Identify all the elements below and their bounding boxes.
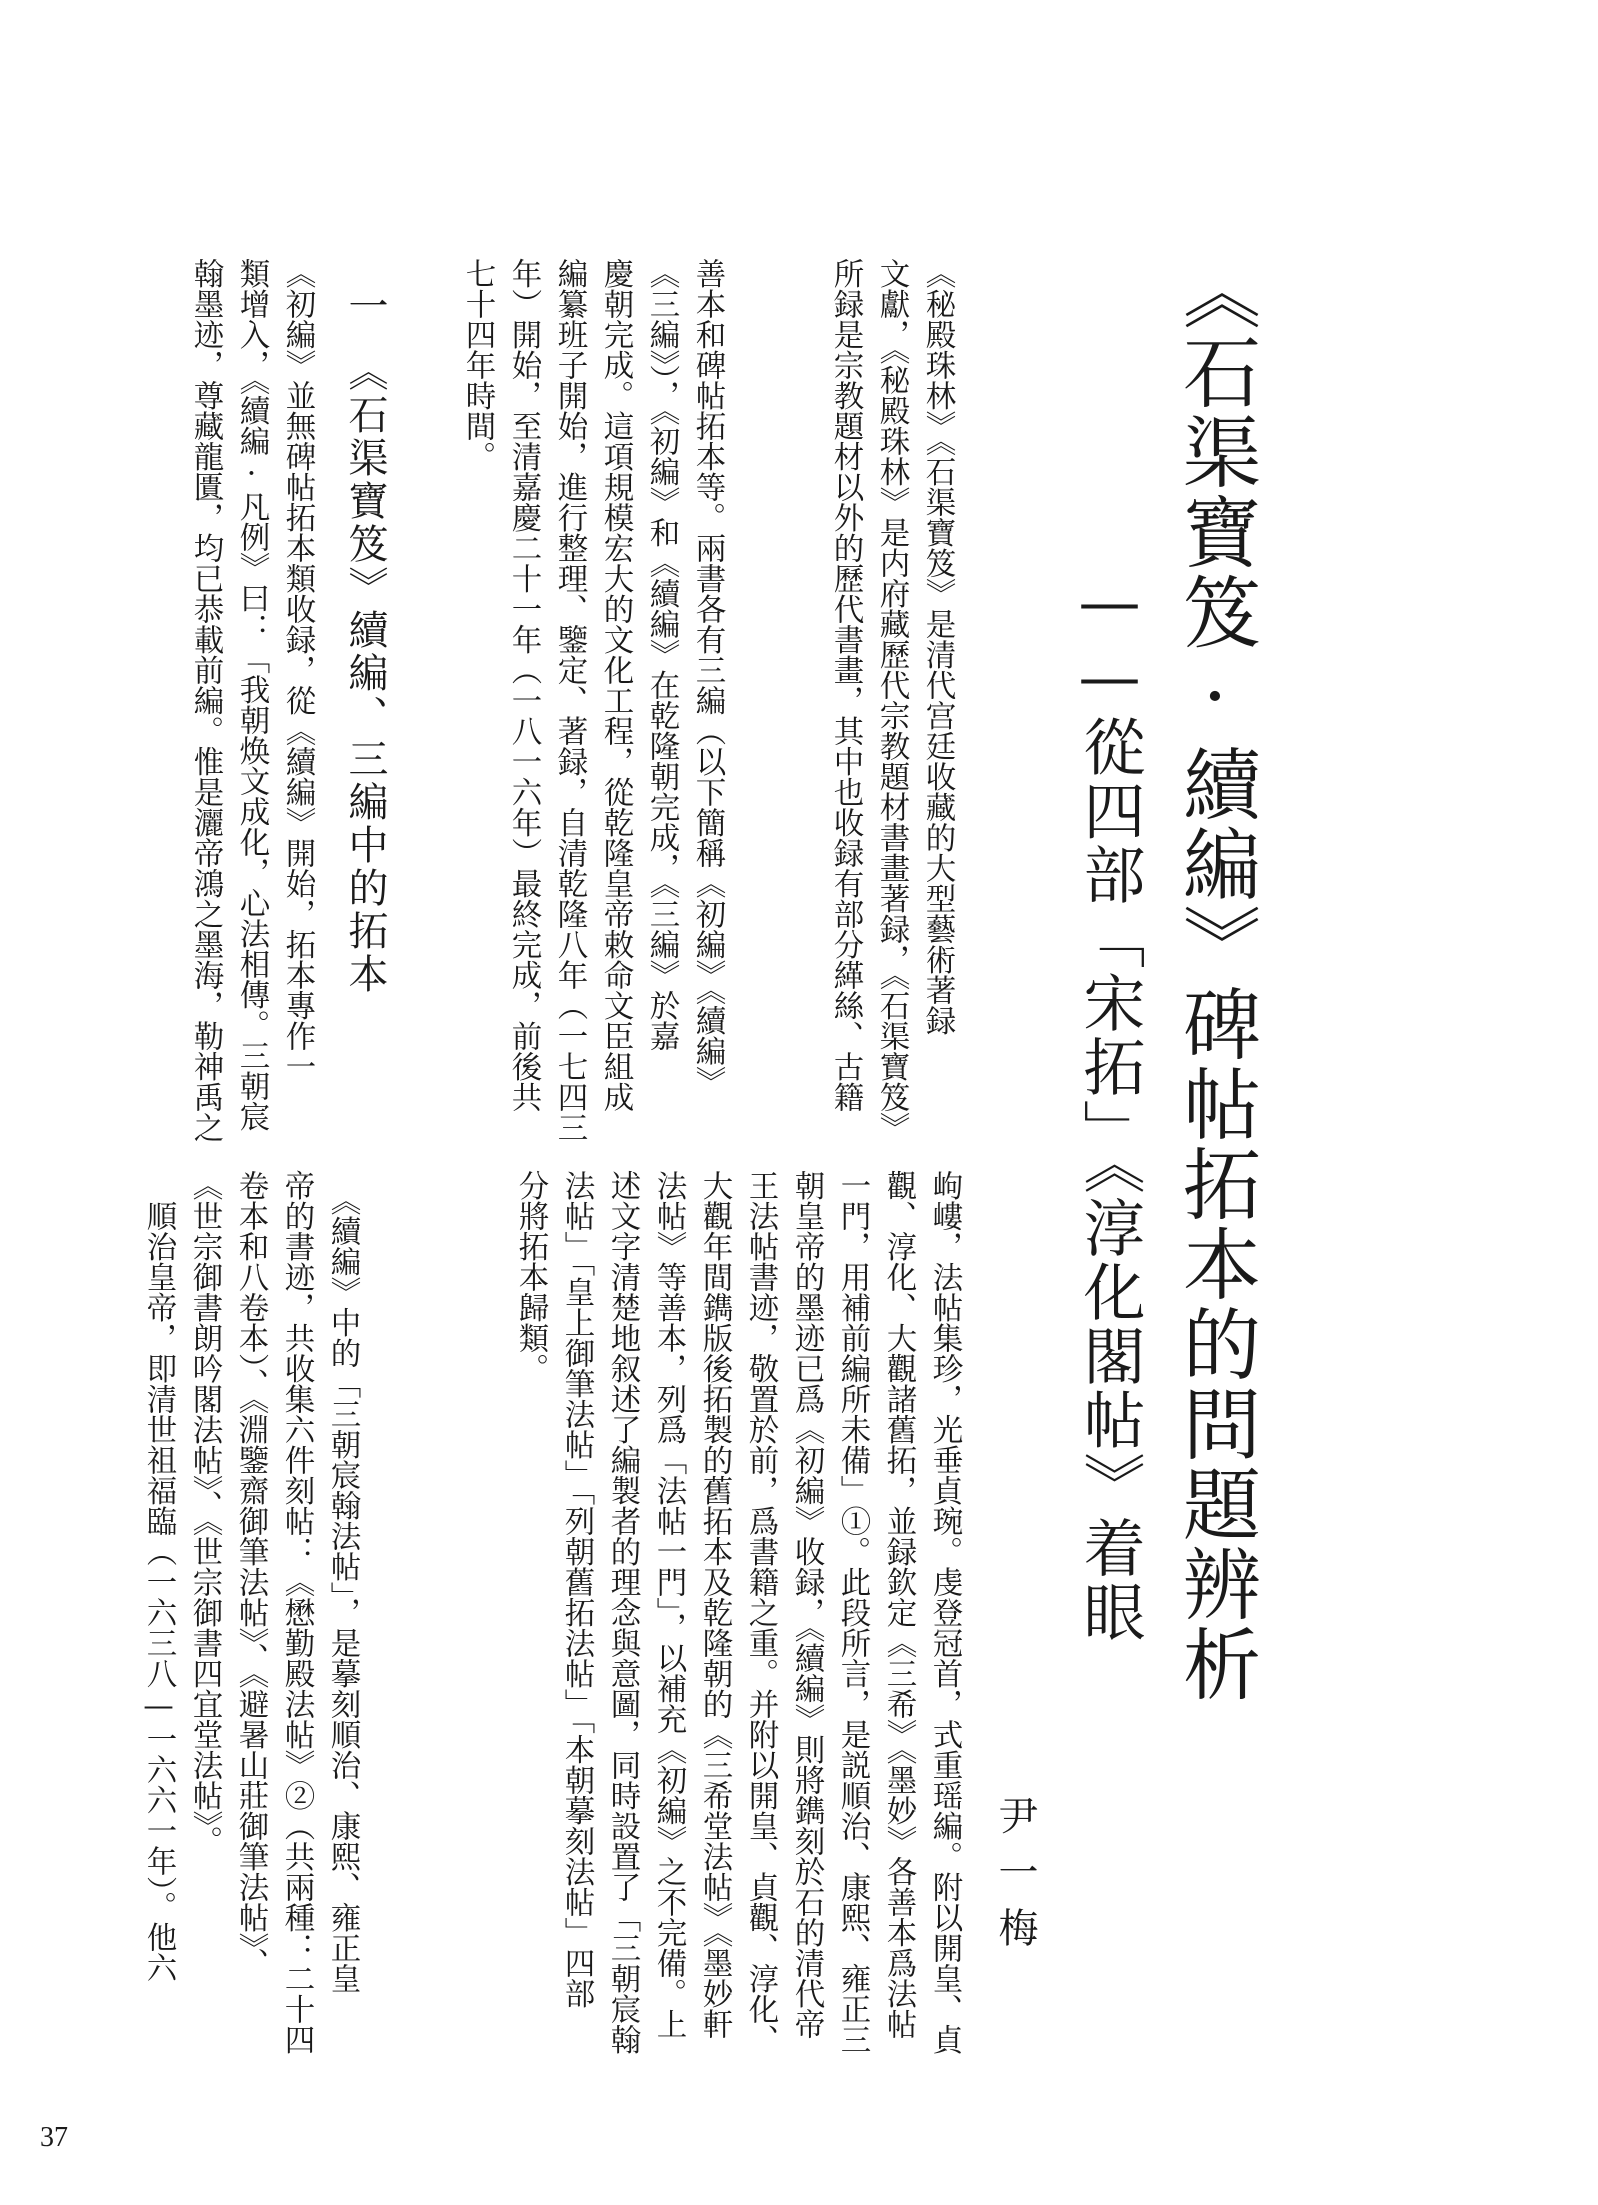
body-text-bottom-1: 岣嶁，法帖集珍，光垂貞琬。虔登冠首，式重瑶編。附以開皇、貞 觀、淳化、大觀諸舊拓，並録欽定《三希》《墨妙》各善本爲法帖 一門，用補前編所未備」①。此段所言，是説順治、康熙、雍正三 朝皇帝的墨迹已爲《初編》收録，《續編》則將鐫刻於石的清代帝 王法帖書迹，敬置於前，爲書籍之重。并附以開皇、貞觀、淳化、 大觀年間鐫版後拓製的舊拓本及乾隆朝的《三希堂法帖》《墨妙軒 法帖》等善本，列爲「法帖一門」，以補充《初編》之不完備。上 述文字清楚地叙述了編製者的理念與意圖，同時設置了「三朝宸翰 法帖」「皇上御筆法帖」「列朝舊拓法帖」「本朝摹刻法帖」四部 分將拓本歸類。: [513, 1170, 962, 2055]
section-heading: 一 《石渠寶笈》續編、三編中的拓本: [342, 285, 388, 996]
body-text-top-2: 善本和碑帖拓本等。兩書各有三編（以下簡稱《初編》《續編》 《三編》），《初編》和《續編》在乾隆朝完成，《三編》於嘉 慶朝完成。這項規模宏大的文化工程，從乾隆皇帝敕命文臣組成 編纂班子開始，進行整理、鑒定、著録，自清乾隆八年（一七四三 年）開始，至清嘉慶二十一年（一八一六年）最終完成，前後共 七十四年時間。: [460, 258, 725, 1143]
author-name: 尹一梅: [992, 1795, 1038, 1963]
article-subtitle: ——從四部「宋拓」《淳化閣帖》着眼: [1073, 565, 1146, 1644]
page-number: 37: [40, 2122, 68, 2153]
body-text-bottom-2: 《續編》中的「三朝宸翰法帖」，是摹刻順治、康熙、雍正皇 帝的書迹，共收集六件刻帖：《懋勤殿法帖》②（共兩種：二十四 卷本和八卷本）、《淵鑒齋御筆法帖》、《避暑山莊御筆法帖》、 《世宗御書朗吟閣法帖》、《世宗御書四宜堂法帖》。 順治皇帝，即清世祖福臨（一六三八—一六六一年）。他六: [141, 1170, 360, 2055]
body-text-top-1: 《秘殿珠林》《石渠寶笈》是清代宫廷收藏的大型藝術著録 文獻，《秘殿珠林》是内府藏歷代宗教題材書畫著録，《石渠寶笈》 所録是宗教題材以外的歷代書畫，其中也收録有部分緙絲、古籍: [828, 258, 955, 1143]
article-title: 《石渠寶笈·續編》碑帖拓本的問題辨析: [1170, 252, 1260, 1704]
body-text-top-3: 《初編》並無碑帖拓本類收録，從《續編》開始，拓本專作一 類增入，《續編·凡例》曰：「我朝焕文成化，心法相傳。三朝宸 翰墨迹，尊藏龍匱，均已恭載前編。惟是灑帝鴻之墨海，勒神禹之: [188, 258, 315, 1143]
